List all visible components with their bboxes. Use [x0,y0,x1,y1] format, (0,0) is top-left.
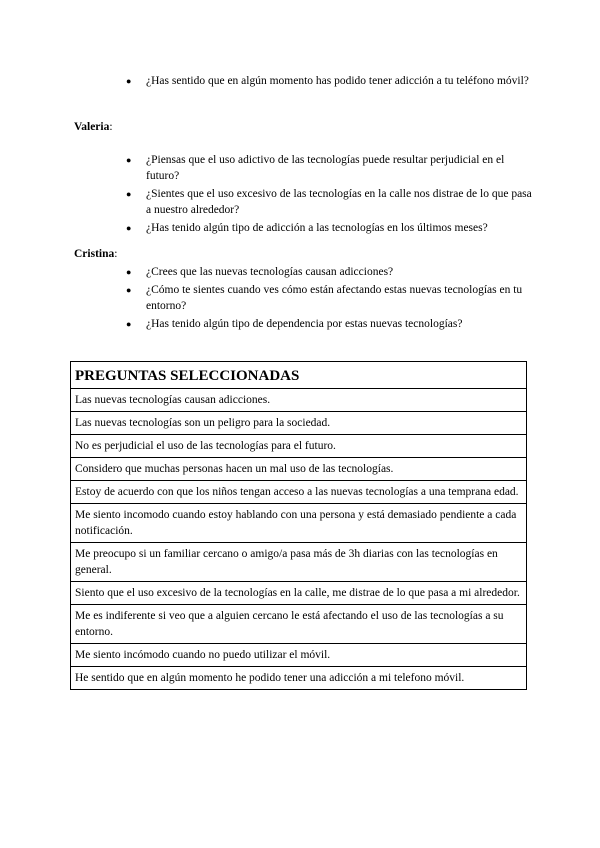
selected-questions-table [70,361,527,690]
bullet-icon: ● [126,76,132,86]
speaker-colon: : [114,248,118,260]
question-text: ¿Cómo te sientes cuando ves cómo están afectando estas nuevas tecnologías en tu entorno? [146,284,523,312]
table-header: PREGUNTAS SELECCIONADAS [71,362,527,389]
table-row [71,543,527,582]
table-cell: Me siento incomodo cuando estoy hablando con una persona y está demasiado pendiente a cada notificación. [71,504,527,543]
bullet-icon: ● [126,155,132,165]
table-row [71,458,527,481]
bullet-icon: ● [126,267,132,277]
table-cell: No es perjudicial el uso de las tecnologías para el futuro. [71,435,527,458]
speaker-name: Cristina [74,248,115,260]
table-row [71,481,527,504]
first-question-list [126,73,536,91]
valeria-question-list [126,152,536,238]
table-cell: Las nuevas tecnologías son un peligro para la sociedad. [71,412,527,435]
table-cell: Me siento incómodo cuando no puedo utilizar el móvil. [71,644,527,667]
bullet-icon: ● [126,223,132,233]
speaker-name: Valeria [74,121,110,133]
cristina-question-list [126,264,536,334]
list-item [126,73,536,89]
question-text: ¿Has tenido algún tipo de adicción a las tecnologías en los últimos meses? [146,222,488,234]
table-row [71,667,527,690]
table-cell: Las nuevas tecnologías causan adicciones. [71,389,527,412]
table-cell: Considero que muchas personas hacen un mal uso de las tecnologías. [71,458,527,481]
speaker-colon: : [109,121,113,133]
question-text: ¿Piensas que el uso adictivo de las tecnologías puede resultar perjudicial en el futuro? [146,154,505,182]
list-item [126,316,536,332]
bullet-icon: ● [126,319,132,329]
question-text: ¿Sientes que el uso excesivo de las tecnologías en la calle nos distrae de lo que pasa a nuestro alrededor? [146,188,532,216]
bullet-icon: ● [126,189,132,199]
question-text: ¿Has tenido algún tipo de dependencia por estas nuevas tecnologías? [146,318,463,330]
table-header-row [71,362,527,389]
table-row [71,412,527,435]
table-cell: He sentido que en algún momento he podido tener una adicción a mi telefono móvil. [71,667,527,690]
speaker-valeria [74,121,113,133]
list-item [126,186,536,218]
table-row [71,644,527,667]
list-item [126,152,536,184]
table-row [71,504,527,543]
table-cell: Me preocupo si un familiar cercano o amigo/a pasa más de 3h diarias con las tecnologías en general. [71,543,527,582]
table-row [71,389,527,412]
question-text: ¿Has sentido que en algún momento has podido tener adicción a tu teléfono móvil? [146,75,529,87]
table-row [71,582,527,605]
table-cell: Siento que el uso excesivo de la tecnologías en la calle, me distrae de lo que pasa a mi alrededor. [71,582,527,605]
question-text: ¿Crees que las nuevas tecnologías causan adicciones? [146,266,394,278]
bullet-icon: ● [126,285,132,295]
list-item [126,282,536,314]
table-row [71,435,527,458]
table-row [71,605,527,644]
speaker-cristina [74,248,117,260]
table-cell: Me es indiferente si veo que a alguien cercano le está afectando el uso de las tecnologías a su entorno. [71,605,527,644]
table-cell: Estoy de acuerdo con que los niños tengan acceso a las nuevas tecnologías a una temprana edad. [71,481,527,504]
list-item [126,220,536,236]
list-item [126,264,536,280]
